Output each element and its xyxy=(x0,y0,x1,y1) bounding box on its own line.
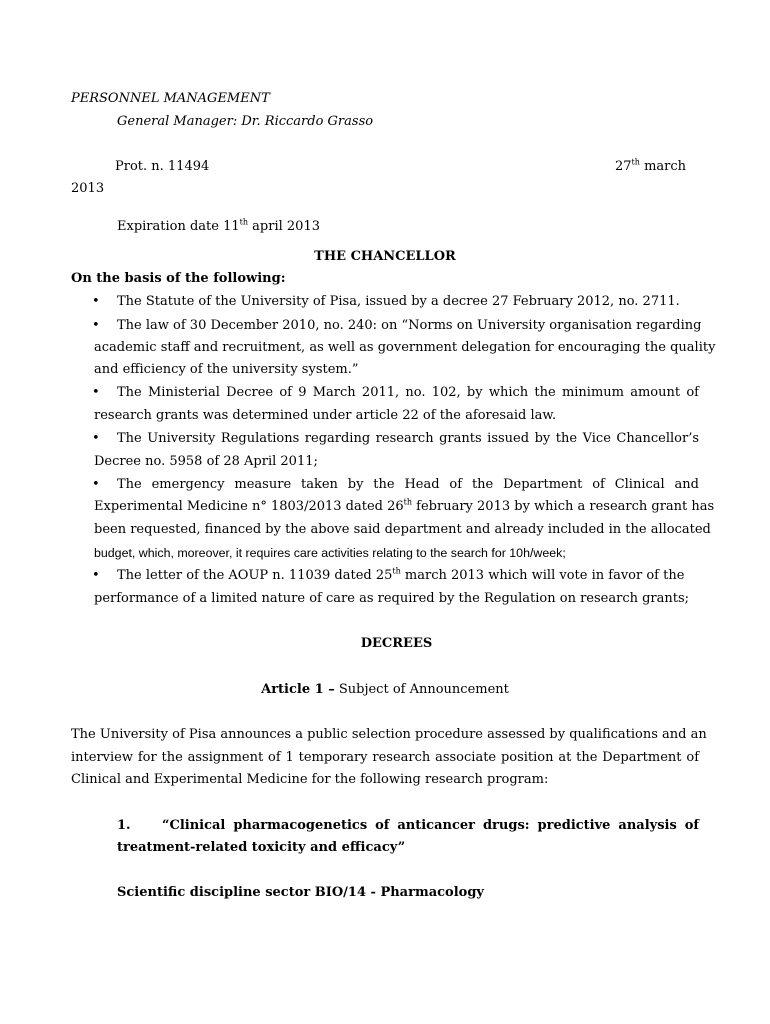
discipline-sector: Scientific discipline sector BIO/14 - Pharmacology xyxy=(117,885,484,900)
program-title-line1: “Clinical pharmacogenetics of anticancer drugs: predictive analysis of xyxy=(162,818,699,833)
program-title-line2: treatment-related toxicity and efficacy” xyxy=(117,840,406,855)
basis-heading: On the basis of the following: xyxy=(71,271,286,286)
bullet-icon: • xyxy=(92,294,100,309)
body-line1: The University of Pisa announces a public selection procedure assessed by qualifications and an xyxy=(71,727,707,742)
document-year: 2013 xyxy=(71,181,105,196)
bullet-icon: • xyxy=(92,568,100,583)
bullet-regulations-line2: Decree no. 5958 of 28 April 2011; xyxy=(94,454,318,469)
bullet-statute: The Statute of the University of Pisa, issued by a decree 27 February 2012, no. 2711. xyxy=(117,294,680,309)
protocol-number: Prot. n. 11494 xyxy=(115,159,210,174)
bullet-emergency-line4: budget, which, moreover, it requires care activities relating to the search for 10h/week; xyxy=(94,546,566,560)
article-heading: Article 1 – Subject of Announcement xyxy=(261,682,509,697)
bullet-emergency-line1: The emergency measure taken by the Head of the Department of Clinical and xyxy=(117,477,699,492)
bullet-decree-line1: The Ministerial Decree of 9 March 2011, no. 102, by which the minimum amount of xyxy=(117,385,699,400)
bullet-icon: • xyxy=(92,318,100,333)
bullet-letter-line1: The letter of the AOUP n. 11039 dated 25th march 2013 which will vote in favor of the xyxy=(117,566,685,583)
bullet-emergency-line2: Experimental Medicine n° 1803/2013 dated 26th february 2013 by which a research grant has xyxy=(94,497,715,514)
expiration-date: Expiration date 11th april 2013 xyxy=(117,217,320,234)
bullet-law-line2: academic staff and recruitment, as well as government delegation for encouraging the quality xyxy=(94,340,716,355)
body-line3: Clinical and Experimental Medicine for the following research program: xyxy=(71,772,549,787)
decrees-title: DECREES xyxy=(360,636,433,651)
bullet-emergency-line3: been requested, financed by the above said department and already included in the allocated xyxy=(94,522,711,537)
bullet-regulations-line1: The University Regulations regarding research grants issued by the Vice Chancellor’s xyxy=(117,431,699,446)
bullet-icon: • xyxy=(92,385,100,400)
bullet-decree-line2: research grants was determined under article 22 of the aforesaid law. xyxy=(94,408,557,423)
general-manager: General Manager: Dr. Riccardo Grasso xyxy=(117,114,374,129)
bullet-icon: • xyxy=(92,477,100,492)
bullet-icon: • xyxy=(92,431,100,446)
office-name: PERSONNEL MANAGEMENT xyxy=(71,91,270,106)
bullet-law-line1: The law of 30 December 2010, no. 240: on “Norms on University organisation regarding xyxy=(117,318,702,333)
bullet-letter-line2: performance of a limited nature of care as required by the Regulation on research grants; xyxy=(94,591,690,606)
document-date: 27th march xyxy=(615,157,687,174)
program-number: 1. xyxy=(117,818,131,833)
bullet-law-line3: and efficiency of the university system.” xyxy=(94,362,359,377)
body-line2: interview for the assignment of 1 temporary research associate position at the Department of xyxy=(71,750,699,765)
chancellor-title: THE CHANCELLOR xyxy=(314,249,456,264)
